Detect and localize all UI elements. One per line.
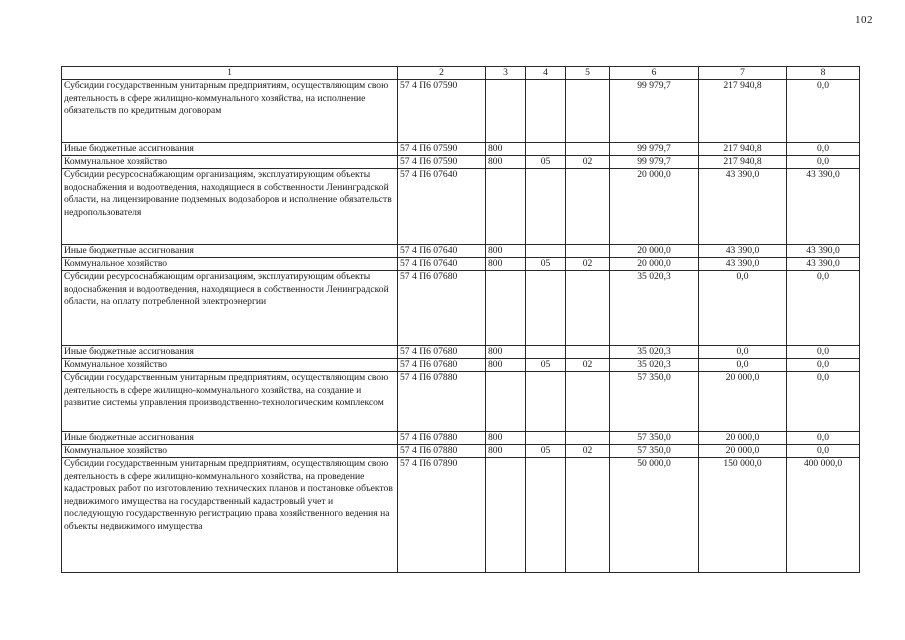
- table-row: [62, 143, 860, 156]
- row-value-1: 35 020,3: [610, 346, 699, 359]
- row-expense-type: [486, 271, 526, 346]
- row-target-code: 57 4 П6 07590: [398, 143, 486, 156]
- row-value-3: 0,0: [787, 271, 860, 346]
- row-subsection: [566, 245, 610, 258]
- row-expense-type: 800: [486, 346, 526, 359]
- row-value-3: 43 390,0: [787, 258, 860, 271]
- row-name: Субсидии государственным унитарным предприятиям, осуществляющим свою деятельность в сфере жилищно-коммунального хозяйства, на создание и развитие системы управления производственно-технологическим комплексом: [62, 372, 398, 432]
- row-name: Иные бюджетные ассигнования: [62, 346, 398, 359]
- row-subsection: [566, 271, 610, 346]
- table-row: [62, 156, 860, 169]
- row-target-code: 57 4 П6 07880: [398, 445, 486, 458]
- table-row: [62, 271, 860, 346]
- row-name: Коммунальное хозяйство: [62, 258, 398, 271]
- row-target-code: 57 4 П6 07890: [398, 458, 486, 573]
- row-section: 05: [526, 359, 566, 372]
- row-value-1: 35 020,3: [610, 271, 699, 346]
- row-value-1: 99 979,7: [610, 143, 699, 156]
- row-target-code: 57 4 П6 07640: [398, 169, 486, 245]
- table-row: [62, 359, 860, 372]
- row-expense-type: 800: [486, 432, 526, 445]
- row-value-2: 20 000,0: [699, 432, 787, 445]
- row-value-1: 35 020,3: [610, 359, 699, 372]
- header-cell-6: 6: [610, 67, 699, 80]
- row-name: Коммунальное хозяйство: [62, 445, 398, 458]
- row-expense-type: [486, 169, 526, 245]
- row-value-1: 20 000,0: [610, 169, 699, 245]
- row-value-2: 43 390,0: [699, 245, 787, 258]
- row-target-code: 57 4 П6 07880: [398, 372, 486, 432]
- row-section: [526, 346, 566, 359]
- row-value-1: 20 000,0: [610, 245, 699, 258]
- row-value-3: 0,0: [787, 372, 860, 432]
- row-subsection: 02: [566, 359, 610, 372]
- row-value-2: 43 390,0: [699, 169, 787, 245]
- row-value-3: 0,0: [787, 445, 860, 458]
- row-value-2: 43 390,0: [699, 258, 787, 271]
- row-subsection: [566, 432, 610, 445]
- row-name: Субсидии государственным унитарным предприятиям, осуществляющим свою деятельность в сфере жилищно-коммунального хозяйства, на исполнение обязательств по кредитным договорам: [62, 80, 398, 143]
- row-target-code: 57 4 П6 07680: [398, 346, 486, 359]
- row-expense-type: [486, 458, 526, 573]
- row-value-2: 20 000,0: [699, 445, 787, 458]
- row-name: Иные бюджетные ассигнования: [62, 143, 398, 156]
- row-section: [526, 169, 566, 245]
- row-section: 05: [526, 445, 566, 458]
- row-value-3: 0,0: [787, 143, 860, 156]
- row-name: Коммунальное хозяйство: [62, 156, 398, 169]
- row-subsection: [566, 80, 610, 143]
- header-cell-7: 7: [699, 67, 787, 80]
- table-row: [62, 258, 860, 271]
- row-value-3: 0,0: [787, 432, 860, 445]
- row-name: Коммунальное хозяйство: [62, 359, 398, 372]
- row-section: 05: [526, 156, 566, 169]
- row-value-2: 217 940,8: [699, 156, 787, 169]
- row-expense-type: 800: [486, 156, 526, 169]
- row-name: Иные бюджетные ассигнования: [62, 432, 398, 445]
- row-section: [526, 372, 566, 432]
- row-subsection: [566, 458, 610, 573]
- row-name: Иные бюджетные ассигнования: [62, 245, 398, 258]
- table-row: [62, 432, 860, 445]
- header-cell-8: 8: [787, 67, 860, 80]
- row-expense-type: [486, 80, 526, 143]
- row-subsection: 02: [566, 258, 610, 271]
- table-row: [62, 80, 860, 143]
- row-section: [526, 143, 566, 156]
- row-target-code: 57 4 П6 07590: [398, 80, 486, 143]
- row-expense-type: 800: [486, 359, 526, 372]
- row-value-2: 0,0: [699, 346, 787, 359]
- row-section: [526, 432, 566, 445]
- row-target-code: 57 4 П6 07590: [398, 156, 486, 169]
- row-value-3: 0,0: [787, 359, 860, 372]
- row-value-1: 99 979,7: [610, 80, 699, 143]
- row-value-3: 0,0: [787, 346, 860, 359]
- page-number: 102: [855, 14, 873, 26]
- header-cell-3: 3: [486, 67, 526, 80]
- row-target-code: 57 4 П6 07680: [398, 359, 486, 372]
- row-value-3: 0,0: [787, 156, 860, 169]
- row-section: [526, 245, 566, 258]
- row-section: [526, 80, 566, 143]
- table-row: [62, 169, 860, 245]
- row-value-1: 57 350,0: [610, 372, 699, 432]
- row-value-2: 0,0: [699, 359, 787, 372]
- budget-table: [61, 66, 860, 573]
- row-target-code: 57 4 П6 07680: [398, 271, 486, 346]
- row-value-1: 57 350,0: [610, 445, 699, 458]
- row-value-3: 43 390,0: [787, 169, 860, 245]
- row-value-2: 20 000,0: [699, 372, 787, 432]
- row-expense-type: 800: [486, 445, 526, 458]
- row-name: Субсидии государственным унитарным предприятиям, осуществляющим свою деятельность в сфере жилищно-коммунального хозяйства, на проведение кадастровых работ по изготовлению технических планов и постановке объектов недвижимого имущества на государственный кадастровый учет и последующую государственную регистрацию права хозяйственного ведения на объекты недвижимого имущества: [62, 458, 398, 573]
- row-subsection: [566, 372, 610, 432]
- row-target-code: 57 4 П6 07640: [398, 258, 486, 271]
- header-cell-5: 5: [566, 67, 610, 80]
- row-subsection: 02: [566, 156, 610, 169]
- row-value-3: 43 390,0: [787, 245, 860, 258]
- row-value-2: 217 940,8: [699, 143, 787, 156]
- row-value-3: 0,0: [787, 80, 860, 143]
- table-row: [62, 445, 860, 458]
- row-expense-type: [486, 372, 526, 432]
- header-cell-1: 1: [62, 67, 398, 80]
- row-section: [526, 271, 566, 346]
- row-name: Субсидии ресурсоснабжающим организациям, эксплуатирующим объекты водоснабжения и водоотведения, находящиеся в собственности Ленинградской области, на оплату потребленной электроэнергии: [62, 271, 398, 346]
- table-row: [62, 372, 860, 432]
- row-subsection: [566, 143, 610, 156]
- row-value-2: 150 000,0: [699, 458, 787, 573]
- row-section: 05: [526, 258, 566, 271]
- row-value-1: 50 000,0: [610, 458, 699, 573]
- header-cell-4: 4: [526, 67, 566, 80]
- row-value-2: 0,0: [699, 271, 787, 346]
- row-value-2: 217 940,8: [699, 80, 787, 143]
- row-subsection: [566, 346, 610, 359]
- row-expense-type: 800: [486, 143, 526, 156]
- row-expense-type: 800: [486, 245, 526, 258]
- header-row: [62, 67, 860, 80]
- row-expense-type: 800: [486, 258, 526, 271]
- row-name: Субсидии ресурсоснабжающим организациям, эксплуатирующим объекты водоснабжения и водоотведения, находящиеся в собственности Ленинградской области, на лицензирование подземных водозаборов и исполнение обязательств недропользователя: [62, 169, 398, 245]
- table-row: [62, 245, 860, 258]
- row-target-code: 57 4 П6 07640: [398, 245, 486, 258]
- row-value-3: 400 000,0: [787, 458, 860, 573]
- row-subsection: 02: [566, 445, 610, 458]
- table-row: [62, 458, 860, 573]
- row-target-code: 57 4 П6 07880: [398, 432, 486, 445]
- row-section: [526, 458, 566, 573]
- row-subsection: [566, 169, 610, 245]
- row-value-1: 20 000,0: [610, 258, 699, 271]
- row-value-1: 57 350,0: [610, 432, 699, 445]
- table-row: [62, 346, 860, 359]
- header-cell-2: 2: [398, 67, 486, 80]
- row-value-1: 99 979,7: [610, 156, 699, 169]
